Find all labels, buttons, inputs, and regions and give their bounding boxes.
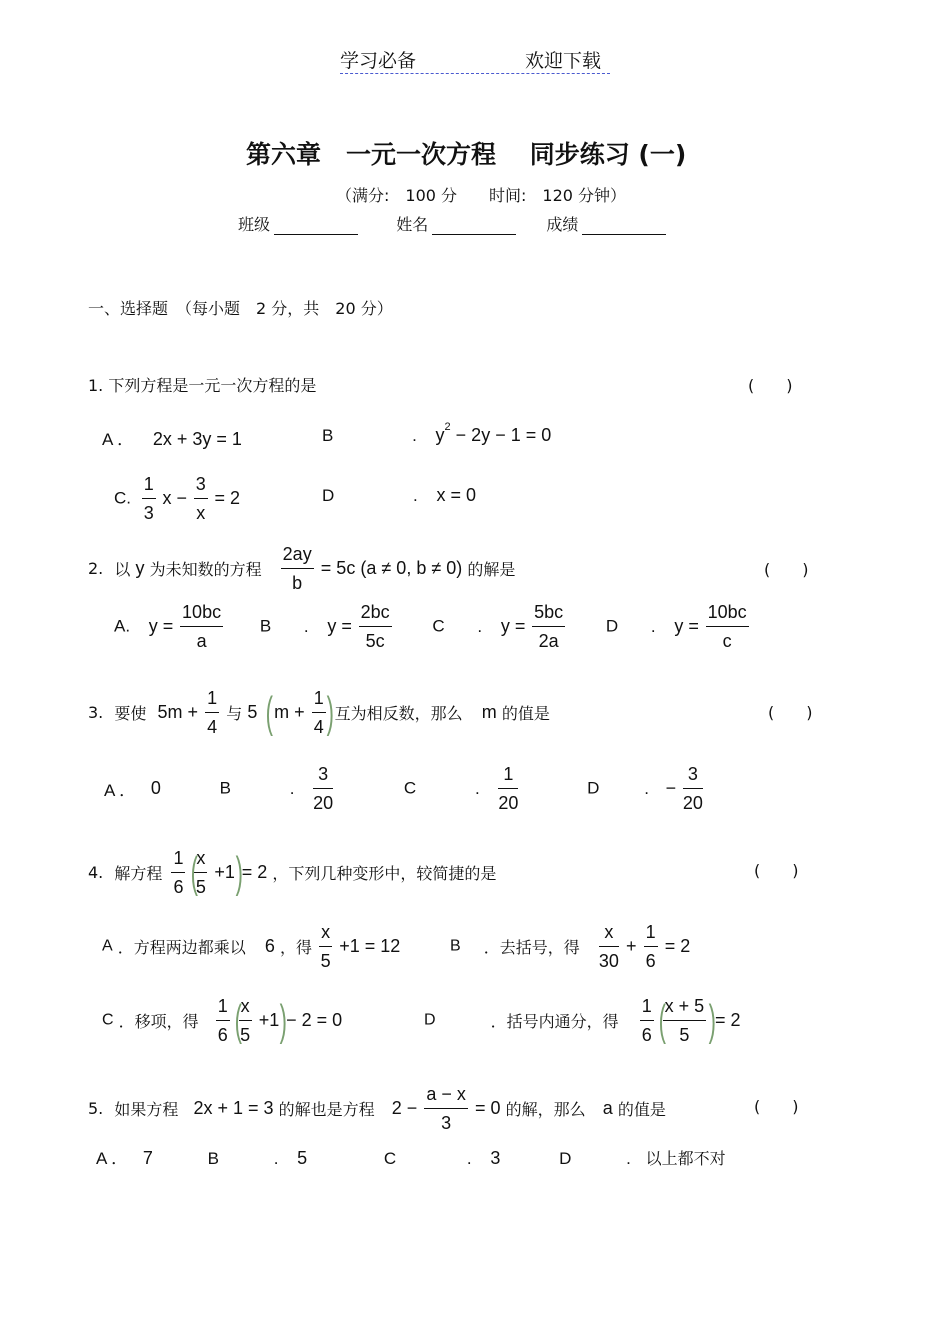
q5-option-c[interactable]: C . 3 [383,1148,501,1168]
question-3: 3. 要使 5m + $\frac{1}{4}$ 与 5 ( m + $\frac{1}{4}$ ) 互为相反数，那么 m 的值是 [88,684,550,741]
q4-option-c[interactable]: C ．移项，得 $\frac{1}{6}$ ( $\frac{x}{5}$ +1 ) − 2 = 0 [102,992,342,1049]
q3-option-a[interactable]: A ． 0 [104,778,161,800]
name-blank[interactable] [432,234,516,235]
q2-options [114,598,751,655]
section-heading: 一、选择题 （每小题 2 分，共 20 分） [88,299,393,318]
q3-answer-paren[interactable]: ( ) [768,703,813,722]
name-label: 姓名 [396,215,429,234]
question-4: 4. 解方程 $\frac{1}{6}$ ( $\frac{x}{5}$ +1 ) = 2 ，下列几种变形中，较简捷的是 [88,844,496,901]
q3-options [104,760,705,817]
question-1 [88,373,316,396]
q2-option-b[interactable]: B . y = $\frac{2bc}{5c}$ [260,616,399,635]
q1-d-label: D [322,486,335,505]
page-title: 第六章 一元一次方程 同步练习 (一) [246,140,687,169]
q2-option-a[interactable]: A. y = $\frac{10bc}{a}$ [114,616,230,635]
class-blank[interactable] [274,234,358,235]
q3-option-d[interactable]: D . − $\frac{3}{20}$ [587,778,705,797]
q2-option-d[interactable]: D . y = $\frac{10bc}{c}$ [606,616,751,635]
question-5: 5. 如果方程 2x + 1 = 3 的解也是方程 2 − $\frac{a - x}{3}$ = 0 的解，那么 a 的值是 [88,1080,666,1137]
q1-a-label: A ． [102,430,135,449]
q1-option-a[interactable] [102,425,242,450]
q2-option-c[interactable]: C . y = $\frac{5bc}{2a}$ [432,616,572,635]
info-row [238,212,666,235]
q1-b-dot: . [412,426,417,445]
q1-c-label: C. [114,488,131,508]
q1-c-frac2: $\frac{3}{x}$ [194,470,208,527]
q1-b-expr: $y^2 - 2y - 1 = 0$ [435,421,552,445]
q1-option-c[interactable]: C. $\frac{1}{3}$ x − $\frac{3}{x}$ = 2 [114,470,240,527]
q3-right-paren: ) [326,687,334,737]
q5-options [96,1144,726,1169]
header-underline [340,73,610,74]
q5-option-b[interactable]: B . 5 [207,1148,308,1168]
q1-c-frac1: $\frac{1}{3}$ [142,470,156,527]
q5-answer-paren[interactable]: ( ) [754,1097,799,1116]
q5-option-d[interactable]: D . 以上都不对 [559,1149,726,1168]
q1-text: 下列方程是一元一次方程的是 [108,376,317,395]
q4-option-d[interactable]: D ．括号内通分，得 $\frac{1}{6}$ ( $\frac{x + 5}{5}$ ) = 2 [424,992,741,1049]
grade-label: 成绩 [546,215,579,234]
q4-answer-paren[interactable]: ( ) [754,861,799,880]
q1-number: 1. [88,376,104,395]
q1-answer-paren[interactable]: ( ) [748,376,793,395]
q1-option-b[interactable] [322,421,552,446]
q2-frac: $\frac{2ay}{b}$ [281,540,314,597]
header-left: 学习必备 [340,50,417,72]
q3-left-paren: ( [266,687,274,737]
q1-b-label: B [322,426,334,445]
q5-option-a[interactable]: A ． 7 [96,1148,153,1168]
q2-answer-paren[interactable]: ( ) [764,560,809,579]
q4-option-b[interactable]: B ．去括号，得 $\frac{x}{30}$ + $\frac{1}{6}$ = 2 [450,918,690,975]
class-label: 班级 [238,215,271,234]
q3-option-c[interactable]: C . $\frac{1}{20}$ [404,778,525,797]
q1-d-expr: x = 0 [436,485,477,505]
q1-option-d[interactable]: D . x = 0 [322,485,477,505]
score-time: （满分: 100 分 时间: 120 分钟） [336,186,627,205]
q4-option-a[interactable]: A ．方程两边都乘以 6 ，得 $\frac{x}{5}$ +1 = 12 [102,918,400,975]
q3-option-b[interactable]: B . $\frac{3}{20}$ [220,778,340,797]
grade-blank[interactable] [582,234,666,235]
header-right: 欢迎下载 [525,50,602,72]
question-2: 2. 以 y 为未知数的方程 $\frac{2ay}{b}$ = 5c (a ≠ 0, b ≠ 0) 的解是 [88,540,515,597]
q1-a-expr: 2x + 3y = 1 [152,429,242,449]
